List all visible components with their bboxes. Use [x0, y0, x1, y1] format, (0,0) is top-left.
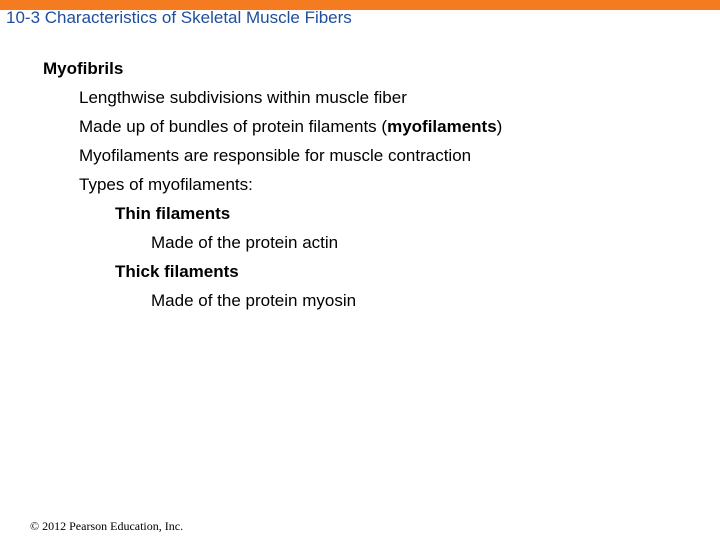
heading-myofibrils: Myofibrils: [43, 59, 124, 78]
bullet-bundles-suffix: ): [496, 117, 503, 136]
copyright-footer: © 2012 Pearson Education, Inc.: [30, 519, 184, 533]
heading-thick-filaments: Thick filaments: [115, 262, 239, 281]
bullet-lengthwise: Lengthwise subdivisions within muscle fiber: [79, 88, 407, 107]
slide-title: 10-3 Characteristics of Skeletal Muscle Fibers: [6, 8, 352, 27]
bullet-contraction: Myofilaments are responsible for muscle contraction: [79, 146, 472, 165]
bullet-bundles: [79, 116, 502, 138]
detail-actin: Made of the protein actin: [151, 233, 339, 252]
heading-thin-filaments: Thin filaments: [115, 204, 231, 223]
bullet-bundles-term: myofilaments: [387, 117, 497, 136]
bullet-types: Types of myofilaments:: [79, 175, 253, 194]
detail-myosin: Made of the protein myosin: [151, 291, 357, 310]
bullet-bundles-prefix: Made up of bundles of protein filaments (: [79, 117, 388, 136]
